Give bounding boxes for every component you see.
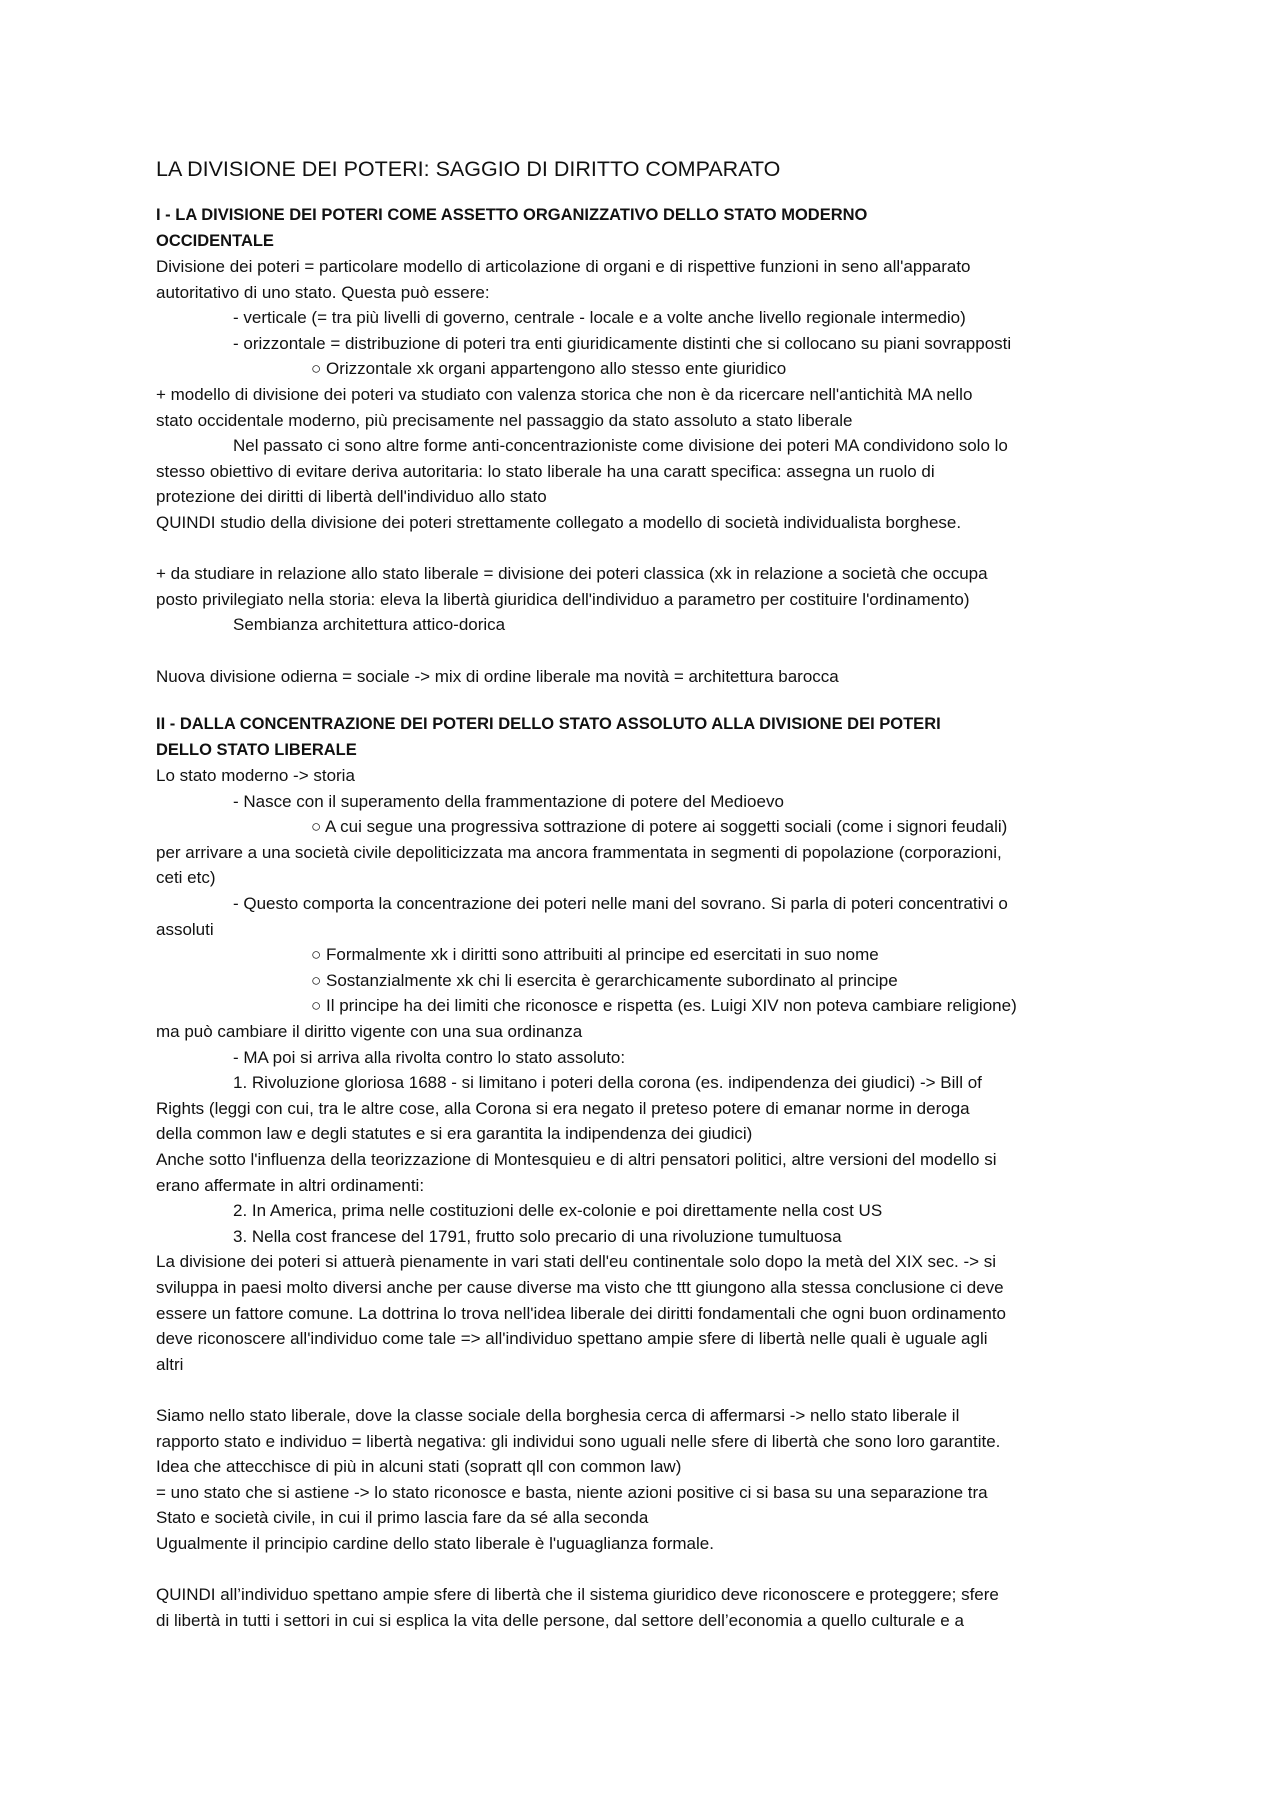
list-item: - Questo comporta la concentrazione dei poteri nelle mani del sovrano. Si parla di poteri concentrativi o [233, 894, 1008, 914]
section-1 [156, 202, 1156, 689]
text-line: erano affermate in altri ordinamenti: [156, 1175, 425, 1195]
text-line: stesso obiettivo di evitare deriva autoritaria: lo stato liberale ha una caratt specifica: assegna un ruolo di [156, 461, 935, 481]
section-heading: I - LA DIVISIONE DEI POTERI COME ASSETTO ORGANIZZATIVO DELLO STATO MODERNO [156, 206, 868, 224]
text-line: Siamo nello stato liberale, dove la classe sociale della borghesia cerca di affermarsi -> nello stato liberale il [156, 1405, 960, 1425]
section-heading: OCCIDENTALE [156, 232, 274, 250]
text-line: + modello di divisione dei poteri va studiato con valenza storica che non è da ricercare nell'antichità MA nello [156, 384, 973, 404]
numbered-item: 2. In America, prima nelle costituzioni delle ex-colonie e poi direttamente nella cost US [233, 1201, 883, 1221]
text-line: QUINDI studio della divisione dei poteri strettamente collegato a modello di società individualista borghese. [156, 512, 962, 532]
text-line: Sembianza architettura attico-dorica [233, 615, 506, 635]
text-line: Ugualmente il principio cardine dello stato liberale è l'uguaglianza formale. [156, 1533, 714, 1553]
sub-list-item: ○ Il principe ha dei limiti che riconosce e rispetta (es. Luigi XIV non poteva cambiare religione) [311, 996, 1017, 1016]
text-line: Divisione dei poteri = particolare modello di articolazione di organi e di rispettive funzioni in seno all'apparato [156, 257, 971, 276]
list-item: - orizzontale = distribuzione di poteri tra enti giuridicamente distinti che si collocano su piani sovrapposti [233, 333, 1012, 353]
text-line: della common law e degli statutes e si era garantita la indipendenza dei giudici) [156, 1124, 753, 1144]
text-line: protezione dei diritti di libertà dell'individuo allo stato [156, 487, 547, 507]
text-line: essere un fattore comune. La dottrina lo trova nell'idea liberale dei diritti fondamentali che ogni buon ordinamento [156, 1303, 1006, 1323]
section-2 [156, 711, 1156, 1633]
text-line: ma può cambiare il diritto vigente con una sua ordinanza [156, 1022, 583, 1042]
text-line: rapporto stato e individuo = libertà negativa: gli individui sono uguali nelle sfere di libertà che sono loro garantite. [156, 1431, 1001, 1451]
text-line: altri [156, 1354, 184, 1374]
text-line: assoluti [156, 919, 214, 939]
list-item: - verticale (= tra più livelli di governo, centrale - locale e a volte anche livello regionale intermedio) [233, 308, 966, 328]
document-title: LA DIVISIONE DEI POTERI: SAGGIO DI DIRITTO COMPARATO [156, 157, 781, 181]
sub-list-item: ○ Sostanzialmente xk chi li esercita è gerarchicamente subordinato al principe [311, 970, 898, 990]
sub-list-item: ○ Formalmente xk i diritti sono attribuiti al principe ed esercitati in suo nome [311, 945, 879, 965]
text-line: Lo stato moderno -> storia [156, 766, 355, 786]
text-line: stato occidentale moderno, più precisamente nel passaggio da stato assoluto a stato liberale [156, 410, 853, 430]
text-line: = uno stato che si astiene -> lo stato riconosce e basta, niente azioni positive ci si basa su una separazione tra [156, 1482, 988, 1502]
sub-list-item: ○ Orizzontale xk organi appartengono allo stesso ente giuridico [311, 359, 787, 379]
text-line: Rights (leggi con cui, tra le altre cose, alla Corona si era negato il preteso potere di emanar norme in deroga [156, 1098, 970, 1118]
text-line: Stato e società civile, in cui il primo lascia fare da sé alla seconda [156, 1508, 649, 1528]
section-heading: DELLO STATO LIBERALE [156, 741, 357, 760]
text-line: posto privilegiato nella storia: eleva la libertà giuridica dell'individuo a parametro per costituire l'ordinamento) [156, 589, 970, 609]
text-line: ceti etc) [156, 868, 216, 888]
text-line: Anche sotto l'influenza della teorizzazione di Montesquieu e di altri pensatori politici, altre versioni del modello si [156, 1150, 997, 1169]
section-heading: II - DALLA CONCENTRAZIONE DEI POTERI DELLO STATO ASSOLUTO ALLA DIVISIONE DEI POTERI [156, 715, 941, 734]
sub-list-item: ○ A cui segue una progressiva sottrazione di potere ai soggetti sociali (come i signori feudali) [311, 817, 1008, 837]
numbered-item: 3. Nella cost francese del 1791, frutto solo precario di una rivoluzione tumultuosa [233, 1226, 842, 1246]
document-page [156, 154, 1156, 1633]
text-line: QUINDI all’individuo spettano ampie sfere di libertà che il sistema giuridico deve riconoscere e proteggere; sfere [156, 1585, 999, 1605]
text-line: Nuova divisione odierna = sociale -> mix di ordine liberale ma novità = architettura barocca [156, 666, 839, 686]
text-line: Idea che attecchisce di più in alcuni stati (sopratt qll con common law) [156, 1457, 682, 1477]
text-line: autoritativo di uno stato. Questa può essere: [156, 282, 490, 302]
text-line: La divisione dei poteri si attuerà pienamente in vari stati dell'eu continentale solo dopo la metà del XIX sec. -> si [156, 1252, 997, 1272]
text-line: di libertà in tutti i settori in cui si esplica la vita delle persone, dal settore dell’economia a quello culturale e a [156, 1610, 964, 1630]
list-item: - Nasce con il superamento della frammentazione di potere del Medioevo [233, 791, 784, 811]
text-line: Nel passato ci sono altre forme anti-concentrazioniste come divisione dei poteri MA condividono solo lo [233, 436, 1008, 456]
text-line: per arrivare a una società civile depoliticizzata ma ancora frammentata in segmenti di popolazione (corporazioni, [156, 842, 1002, 862]
text-line: sviluppa in paesi molto diversi anche per cause diverse ma visto che ttt giungono alla stessa conclusione ci deve [156, 1277, 1004, 1297]
text-line: + da studiare in relazione allo stato liberale = divisione dei poteri classica (xk in relazione a società che occupa [156, 564, 988, 584]
text-line: deve riconoscere all'individuo come tale => all'individuo spettano ampie sfere di libertà nelle quali è uguale agli [156, 1329, 988, 1349]
list-item: - MA poi si arriva alla rivolta contro lo stato assoluto: [233, 1047, 626, 1067]
numbered-item: 1. Rivoluzione gloriosa 1688 - si limitano i poteri della corona (es. indipendenza dei giudici) -> Bill of [233, 1073, 982, 1093]
